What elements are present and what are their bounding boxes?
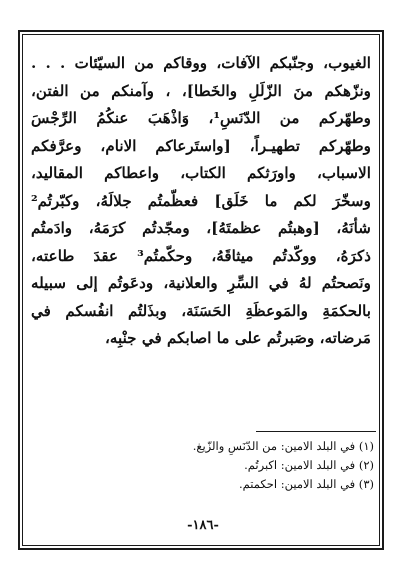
- footnote-divider: [256, 431, 376, 432]
- text-line: وطهّركم تطهيـراً، [واستَرعاكم الانام، وعرَّفكم: [31, 136, 371, 155]
- text-line: بالحكمَةِ والمَوعظَةِ الحَسَنَة، وبذَلتُم انفُسكم في: [31, 301, 371, 320]
- footnote: (٢) في البلد الامين: اكبرتُم.: [244, 458, 374, 472]
- footnote: (٣) في البلد الامين: احكمتم.: [239, 477, 374, 491]
- text-line: ونَصحتُم لهُ في السِّرِ والعلانية، ودعَوتُم إلى سبيله: [31, 274, 371, 292]
- page-number: -١٨٦-: [187, 518, 219, 533]
- text-line: ونزّهكم منَ الزّلَلِ والخَطا]، ، وآمنكم من الفتن،: [31, 81, 371, 100]
- text-line: الغيوب، وجنّبكم الآفات، ووقاكم من السيّئات . . .: [31, 54, 371, 72]
- text-line: وطهّركم من الدّنَسِ¹، وَاذْهَبَ عنكُمُ الرِّجْسَ: [31, 109, 371, 127]
- main-text-block: [31, 50, 371, 353]
- footnotes-block: [44, 437, 374, 494]
- text-line: شأنَهُ، [وهبتُم عظمتَهُ]، ومجّدتُم كرَمَهُ، وادَمتُم: [31, 219, 371, 237]
- text-line: الاسباب، واورَثكم الكتاب، واعطاكم المقاليد،: [31, 164, 371, 182]
- footnote: (١) في البلد الامين: من الدّنَسِ والزّيغ.: [192, 439, 374, 453]
- text-line: وسخّرَ لكم ما خَلَق] فعظّمتُم جلالَهُ، وكبّرتُم²: [31, 191, 371, 210]
- text-line: ذكرَهُ، ووكّدتُم ميثاقَهُ، وحكّمتُم³ عقدَ طاعته،: [31, 246, 371, 265]
- text-line: مَرضاته، وصَبرتُم على ما اصابكم في جنْبِه،: [104, 329, 371, 347]
